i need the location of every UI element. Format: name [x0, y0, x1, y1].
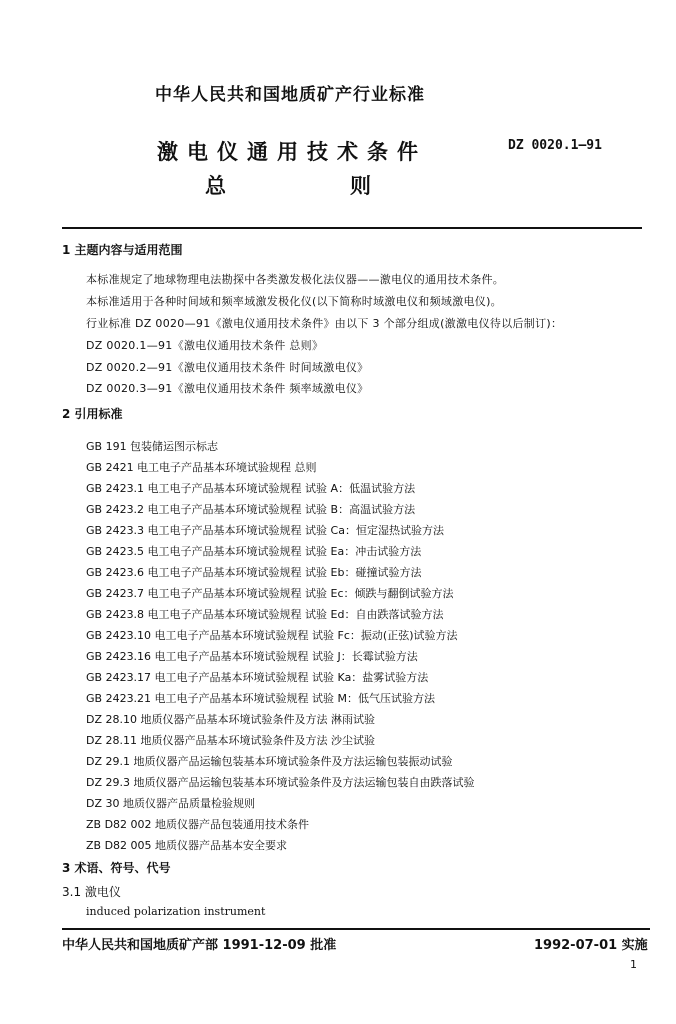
reference-item: GB 2423.8 电工电子产品基本环境试验规程 试验 Ed：自由跌落试验方法 [86, 608, 444, 621]
section-1-line: 本标准适用于各种时间域和频率域激发极化仪(以下简称时域激电仪和频域激电仪)。 [86, 295, 502, 308]
section-3-heading: 3 术语、符号、代号 [62, 861, 171, 875]
document-subtitle-part2: 则 [350, 174, 371, 198]
reference-item: GB 2423.6 电工电子产品基本环境试验规程 试验 Eb：碰撞试验方法 [86, 566, 422, 579]
reference-item: GB 2421 电工电子产品基本环境试验规程 总则 [86, 461, 317, 474]
effective-date: 1992-07-01 实施 [534, 938, 648, 953]
section-1-line: 行业标准 DZ 0020—91《激电仪通用技术条件》由以下 3 个部分组成(激激电仪待以后制订)： [86, 317, 563, 330]
section-1-line: 本标准规定了地球物理电法勘探中各类激发极化法仪器——激电仪的通用技术条件。 [86, 273, 505, 286]
footer-rule [62, 928, 650, 930]
reference-item: GB 2423.16 电工电子产品基本环境试验规程 试验 J：长霉试验方法 [86, 650, 418, 663]
reference-item: DZ 29.3 地质仪器产品运输包装基本环境试验条件及方法运输包装自由跌落试验 [86, 776, 475, 789]
reference-item: GB 2423.1 电工电子产品基本环境试验规程 试验 A：低温试验方法 [86, 482, 416, 495]
reference-item: GB 2423.2 电工电子产品基本环境试验规程 试验 B：高温试验方法 [86, 503, 416, 516]
reference-item: GB 2423.17 电工电子产品基本环境试验规程 试验 Ka：盐雾试验方法 [86, 671, 429, 684]
page-number: 1 [630, 958, 637, 971]
term-english: induced polarization instrument [86, 905, 266, 918]
reference-item: DZ 28.11 地质仪器产品基本环境试验条件及方法 沙尘试验 [86, 734, 375, 747]
section-3-1-heading: 3.1 激电仪 [62, 885, 121, 899]
reference-item: DZ 30 地质仪器产品质量检验规则 [86, 797, 255, 810]
document-subtitle-part1: 总 [205, 174, 226, 198]
section-1-line: DZ 0020.1—91《激电仪通用技术条件 总则》 [86, 339, 324, 352]
reference-item: GB 2423.10 电工电子产品基本环境试验规程 试验 Fc：振动(正弦)试验方法 [86, 629, 458, 642]
document-title: 激电仪通用技术条件 [157, 140, 427, 164]
section-1-line: DZ 0020.3—91《激电仪通用技术条件 频率域激电仪》 [86, 382, 369, 395]
reference-item: ZB D82 005 地质仪器产品基本安全要求 [86, 839, 288, 852]
section-1-line: DZ 0020.2—91《激电仪通用技术条件 时间域激电仪》 [86, 361, 369, 374]
reference-item: GB 2423.21 电工电子产品基本环境试验规程 试验 M：低气压试验方法 [86, 692, 436, 705]
approval-info: 中华人民共和国地质矿产部 1991-12-09 批准 [62, 938, 337, 953]
reference-item: GB 191 包装储运图示标志 [86, 440, 219, 453]
reference-item: GB 2423.3 电工电子产品基本环境试验规程 试验 Ca：恒定湿热试验方法 [86, 524, 444, 537]
reference-item: GB 2423.7 电工电子产品基本环境试验规程 试验 Ec：倾跌与翻倒试验方法 [86, 587, 454, 600]
section-1-heading: 1 主题内容与适用范围 [62, 243, 183, 257]
reference-item: GB 2423.5 电工电子产品基本环境试验规程 试验 Ea：冲击试验方法 [86, 545, 422, 558]
reference-item: DZ 28.10 地质仪器产品基本环境试验条件及方法 淋雨试验 [86, 713, 375, 726]
standard-number: DZ 0020.1—91 [508, 138, 602, 153]
reference-item: DZ 29.1 地质仪器产品运输包装基本环境试验条件及方法运输包装振动试验 [86, 755, 453, 768]
issuing-agency: 中华人民共和国地质矿产行业标准 [155, 85, 425, 105]
section-2-heading: 2 引用标准 [62, 407, 123, 421]
reference-item: ZB D82 002 地质仪器产品包装通用技术条件 [86, 818, 310, 831]
header-rule [62, 227, 642, 229]
